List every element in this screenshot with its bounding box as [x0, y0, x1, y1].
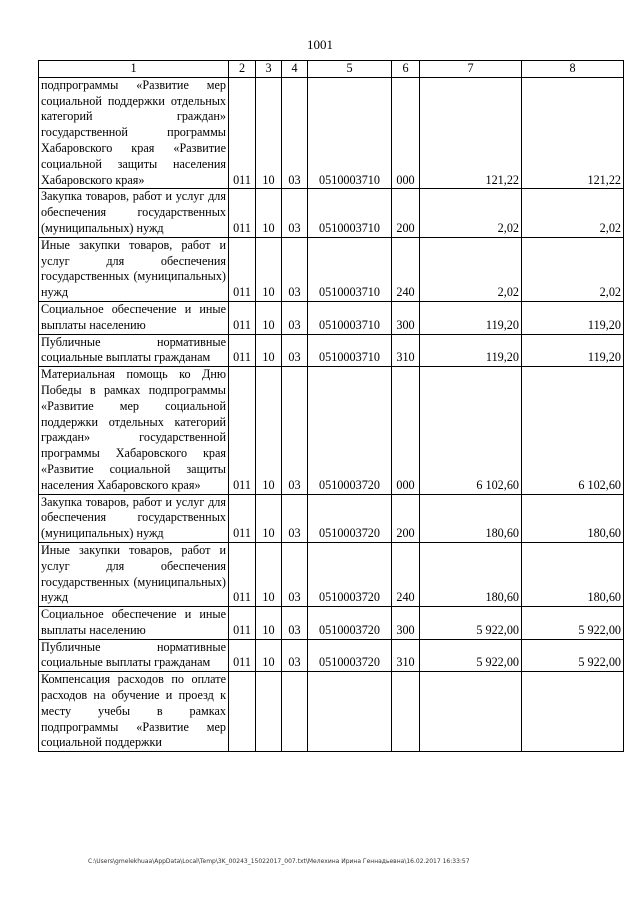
cell-c6: 300: [392, 301, 420, 334]
cell-c6: 310: [392, 639, 420, 672]
cell-c5: 0510003720: [308, 542, 392, 606]
row-description: Компенсация расходов по оплате расходов на обучение и проезд к месту учебы в рамках подпрограммы «Развитие мер социальной поддержки: [39, 672, 229, 752]
row-description: Социальное обеспечение и иные выплаты населению: [39, 301, 229, 334]
cell-c6: 200: [392, 189, 420, 237]
cell-c5: 0510003710: [308, 189, 392, 237]
cell-c4: 03: [282, 334, 308, 367]
cell-c6: [392, 672, 420, 752]
cell-c8: 2,02: [522, 189, 624, 237]
header-row: [39, 61, 624, 78]
table-row: [39, 77, 624, 189]
cell-c2: [229, 672, 256, 752]
cell-c4: 03: [282, 639, 308, 672]
cell-c7: [420, 672, 522, 752]
cell-c3: 10: [256, 301, 282, 334]
cell-c2: 011: [229, 301, 256, 334]
cell-c7: 2,02: [420, 189, 522, 237]
cell-c3: 10: [256, 189, 282, 237]
row-description: Социальное обеспечение и иные выплаты населению: [39, 607, 229, 640]
cell-c4: 03: [282, 77, 308, 189]
cell-c7: 119,20: [420, 301, 522, 334]
header-cell: 5: [308, 61, 392, 78]
cell-c7: 5 922,00: [420, 639, 522, 672]
cell-c8: 5 922,00: [522, 607, 624, 640]
cell-c8: 121,22: [522, 77, 624, 189]
cell-c4: 03: [282, 237, 308, 301]
page-number: 1001: [307, 37, 333, 52]
cell-c3: 10: [256, 77, 282, 189]
row-description: Иные закупки товаров, работ и услуг для обеспечения государственных (муниципальных) нужд: [39, 237, 229, 301]
table-row: [39, 542, 624, 606]
cell-c6: 240: [392, 237, 420, 301]
cell-c6: 240: [392, 542, 420, 606]
cell-c4: 03: [282, 301, 308, 334]
cell-c3: 10: [256, 639, 282, 672]
cell-c8: 5 922,00: [522, 639, 624, 672]
header-cell: 2: [229, 61, 256, 78]
cell-c5: 0510003720: [308, 367, 392, 494]
cell-c7: 5 922,00: [420, 607, 522, 640]
table-row: [39, 189, 624, 237]
cell-c3: 10: [256, 607, 282, 640]
cell-c7: 121,22: [420, 77, 522, 189]
cell-c4: 03: [282, 494, 308, 542]
row-description: Закупка товаров, работ и услуг для обеспечения государственных (муниципальных) нужд: [39, 494, 229, 542]
header-cell: 7: [420, 61, 522, 78]
cell-c4: 03: [282, 367, 308, 494]
header-cell: 8: [522, 61, 624, 78]
cell-c2: 011: [229, 367, 256, 494]
header-cell: 4: [282, 61, 308, 78]
budget-table: [38, 60, 624, 752]
cell-c4: 03: [282, 542, 308, 606]
cell-c8: 180,60: [522, 542, 624, 606]
file-path-footer: C:\Users\gmelekhuaa\AppData\Local\Temp\3K_00243_15022017_007.txt\Мелехина Ирина Геннадьевна\16.02.2017 16:33:57: [88, 858, 470, 865]
cell-c2: 011: [229, 542, 256, 606]
cell-c4: [282, 672, 308, 752]
cell-c3: 10: [256, 367, 282, 494]
cell-c7: 119,20: [420, 334, 522, 367]
row-description: Иные закупки товаров, работ и услуг для обеспечения государственных (муниципальных) нужд: [39, 542, 229, 606]
table-row: [39, 494, 624, 542]
row-description: Материальная помощь ко Дню Победы в рамках подпрограммы «Развитие мер социальной поддержки отдельных категорий граждан» государственной программы Хабаровского края «Развитие социальной защиты населения Хабаровского края»: [39, 367, 229, 494]
cell-c8: 119,20: [522, 301, 624, 334]
cell-c5: 0510003710: [308, 237, 392, 301]
table-row: [39, 301, 624, 334]
row-description: Закупка товаров, работ и услуг для обеспечения государственных (муниципальных) нужд: [39, 189, 229, 237]
cell-c8: 180,60: [522, 494, 624, 542]
cell-c8: 2,02: [522, 237, 624, 301]
cell-c7: 6 102,60: [420, 367, 522, 494]
cell-c3: 10: [256, 542, 282, 606]
cell-c2: 011: [229, 334, 256, 367]
table-row: [39, 607, 624, 640]
cell-c6: 000: [392, 367, 420, 494]
header-cell: 6: [392, 61, 420, 78]
cell-c4: 03: [282, 607, 308, 640]
cell-c5: [308, 672, 392, 752]
cell-c8: 6 102,60: [522, 367, 624, 494]
row-description: Публичные нормативные социальные выплаты гражданам: [39, 334, 229, 367]
cell-c3: 10: [256, 494, 282, 542]
cell-c8: [522, 672, 624, 752]
table-row: [39, 639, 624, 672]
row-description: подпрограммы «Развитие мер социальной поддержки отдельных категорий граждан» государственной программы Хабаровского края «Развитие социальной защиты населения Хабаровского края»: [39, 77, 229, 189]
cell-c7: 2,02: [420, 237, 522, 301]
cell-c8: 119,20: [522, 334, 624, 367]
cell-c7: 180,60: [420, 542, 522, 606]
cell-c2: 011: [229, 607, 256, 640]
cell-c3: 10: [256, 334, 282, 367]
cell-c2: 011: [229, 237, 256, 301]
cell-c2: 011: [229, 189, 256, 237]
table-row: [39, 334, 624, 367]
header-cell: 1: [39, 61, 229, 78]
table-row: [39, 237, 624, 301]
cell-c6: 200: [392, 494, 420, 542]
cell-c5: 0510003710: [308, 77, 392, 189]
cell-c2: 011: [229, 639, 256, 672]
cell-c4: 03: [282, 189, 308, 237]
cell-c2: 011: [229, 494, 256, 542]
cell-c6: 000: [392, 77, 420, 189]
cell-c5: 0510003710: [308, 301, 392, 334]
table-row: [39, 672, 624, 752]
table-row: [39, 367, 624, 494]
cell-c5: 0510003710: [308, 334, 392, 367]
cell-c7: 180,60: [420, 494, 522, 542]
cell-c5: 0510003720: [308, 494, 392, 542]
cell-c6: 310: [392, 334, 420, 367]
cell-c3: 10: [256, 237, 282, 301]
cell-c5: 0510003720: [308, 607, 392, 640]
cell-c3: [256, 672, 282, 752]
cell-c5: 0510003720: [308, 639, 392, 672]
cell-c6: 300: [392, 607, 420, 640]
cell-c2: 011: [229, 77, 256, 189]
row-description: Публичные нормативные социальные выплаты гражданам: [39, 639, 229, 672]
header-cell: 3: [256, 61, 282, 78]
